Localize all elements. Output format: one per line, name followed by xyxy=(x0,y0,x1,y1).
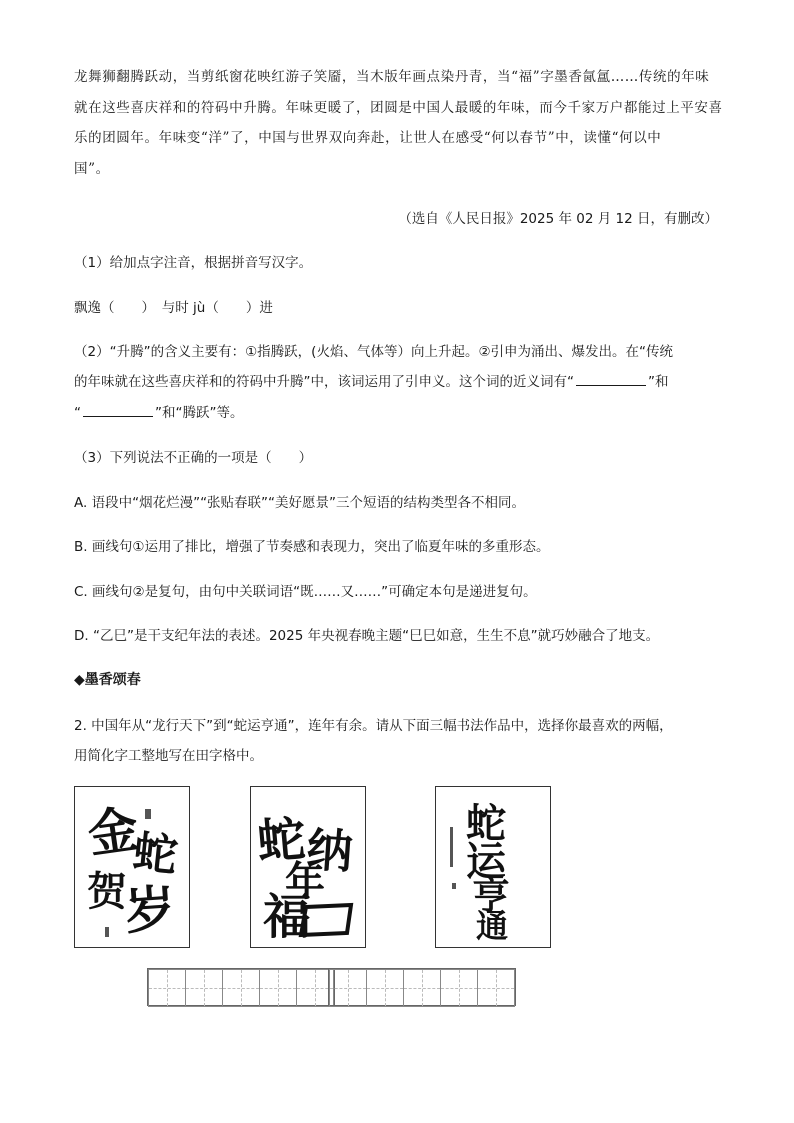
calligraphy-artwork-1-icon xyxy=(75,787,188,946)
calligraphy-artwork-3 xyxy=(435,786,551,948)
option-a[interactable]: A. 语段中“烟花烂漫”“张贴春联”“美好愿景”三个短语的结构类型各不相同。 xyxy=(74,495,526,511)
grid-cell[interactable] xyxy=(148,969,186,1007)
writing-grid-frame xyxy=(328,968,516,1006)
question-3-prompt: （3）下列说法不正确的一项是（ ） xyxy=(74,450,313,466)
calligraphy-artwork-3-icon xyxy=(436,787,549,946)
grid-cell[interactable] xyxy=(477,969,515,1007)
question-1-prompt: （1）给加点字注音，根据拼音写汉字。 xyxy=(74,255,313,271)
calligraphy-glyph: 福 xyxy=(263,889,312,945)
question-2-line-1: （2）“升腾”的含义主要有：①指腾跃，(火焰、气体等）向上升起。②引申为涌出、爆发出。在“传统 xyxy=(74,344,674,360)
calligraphy-glyph: 贺 xyxy=(87,868,127,915)
question-2-line-2 xyxy=(74,370,669,390)
option-c[interactable]: C. 画线句②是复句，由句中关联词语“既……又……”可确定本句是递进复句。 xyxy=(74,584,537,600)
answer-blank-1[interactable] xyxy=(576,371,646,386)
question-4-line-2: 用简化字工整地写在田字格中。 xyxy=(74,748,263,764)
grid-cell[interactable] xyxy=(403,969,441,1007)
calligraphy-glyph: 通 xyxy=(476,907,509,945)
source-citation: （选自《人民日报》2025 年 02 月 12 日，有删改） xyxy=(398,211,718,227)
question-2-text: “ xyxy=(74,405,81,421)
grid-cell[interactable] xyxy=(440,969,478,1007)
passage-line: 龙舞狮翻腾跃动，当剪纸窗花映红游子笑靥，当木版年画点染丹青，当“福”字墨香氤氲……传统的年味 xyxy=(74,69,710,85)
passage-line: 就在这些喜庆祥和的符码中升腾。年味更暖了，团圆是中国人最暖的年味，而今千家万户都能过上平安喜 xyxy=(74,99,723,116)
section-heading: ◆墨香颂春 xyxy=(74,672,141,688)
passage-line: 乐的团圆年。年味变“洋”了，中国与世界双向奔赴，让世人在感受“何以春节”中，读懂“何以中 xyxy=(74,130,662,146)
grid-cell[interactable] xyxy=(222,969,260,1007)
answer-blank-2[interactable] xyxy=(83,402,153,417)
calligraphy-glyph: 蛇 xyxy=(466,800,506,847)
calligraphy-artwork-1 xyxy=(74,786,190,948)
writing-grid-frame xyxy=(147,968,335,1006)
passage-line: 国”。 xyxy=(74,160,110,177)
question-2-line-3 xyxy=(74,401,243,421)
calligraphy-glyph: 蛇 xyxy=(254,810,308,871)
calligraphy-glyph: 岁 xyxy=(123,878,178,941)
calligraphy-glyph: 金 xyxy=(84,799,143,865)
writing-grid-1[interactable] xyxy=(147,968,335,1006)
question-2-text: ”和“腾跃”等。 xyxy=(155,405,244,421)
calligraphy-glyph: 蛇 xyxy=(130,826,180,883)
question-1-items: 飘逸（ ） 与时 jù（ ）进 xyxy=(74,300,273,316)
grid-cell[interactable] xyxy=(366,969,404,1007)
question-2-text: 的年味就在这些喜庆祥和的符码中升腾”中，该词运用了引申义。这个词的近义词有“ xyxy=(74,374,574,390)
option-b[interactable]: B. 画线句①运用了排比，增强了节奏感和表现力，突出了临夏年味的多重形态。 xyxy=(74,539,550,555)
grid-cell[interactable] xyxy=(185,969,223,1007)
question-4-line-1: 2. 中国年从“龙行天下”到“蛇运亨通”，连年有余。请从下面三幅书法作品中，选择你最喜欢的两幅， xyxy=(74,718,673,734)
passage xyxy=(74,62,734,184)
calligraphy-glyph: 年 xyxy=(285,858,325,905)
calligraphy-glyph: 亨 xyxy=(472,873,511,918)
calligraphy-artwork-2 xyxy=(250,786,366,948)
option-d[interactable]: D. “乙巳”是干支纪年法的表述。2025 年央视春晚主题“巳巳如意，生生不息”就巧妙融合了地支。 xyxy=(74,628,660,644)
calligraphy-glyph: 运 xyxy=(466,838,506,885)
calligraphy-glyph: 纳 xyxy=(304,822,355,880)
question-2-text: ”和 xyxy=(648,374,669,390)
grid-cell[interactable] xyxy=(259,969,297,1007)
grid-cell[interactable] xyxy=(329,969,367,1007)
calligraphy-artwork-2-icon xyxy=(251,787,364,946)
writing-grid-2[interactable] xyxy=(328,968,516,1006)
